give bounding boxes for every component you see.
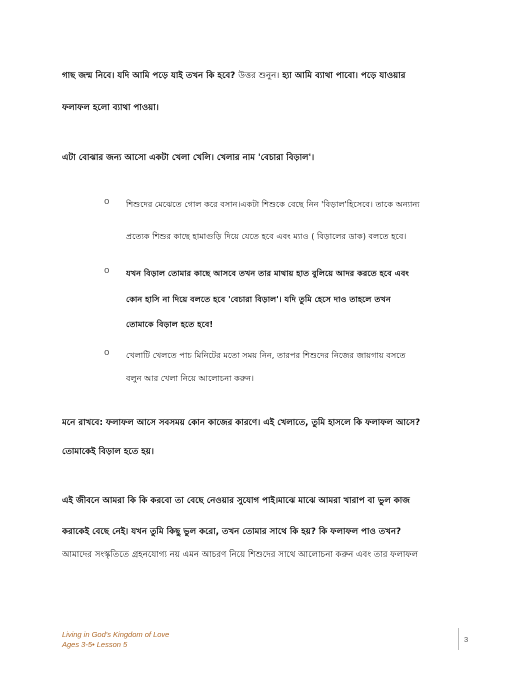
paragraph-3-line-1: মনে রাখবে: ফলাফল আসে সবসময় কোন কাজের কারণে। এই খেলাতে, তুমি হাসলে কি ফলাফল আসে?	[62, 418, 421, 428]
bullet-marker: o	[104, 197, 110, 207]
bullet-3-line-1: খেলাটি খেলতে পাচ মিনিটের মতো সময় নিন, তারপর শিশুদের নিজের জায়গায় বসতে	[126, 350, 406, 360]
bullet-3-line-2: বলুন আর খেলা নিয়ে আলোচনা করুন।	[126, 373, 254, 383]
paragraph-4-line-2: করাকেই বেছে নেই। যখন তুমি কিছু ভুল করো, তখন তোমার সাথে কি হয়? কি ফলাফল পাও তখন?	[62, 527, 402, 537]
footer-series-title: Living in God's Kingdom of Love	[62, 630, 170, 639]
text-span-light: উত্তর শুনুন।	[238, 71, 280, 81]
text-span: গাছ জন্ম নিবে। যদি আমি পড়ে যাই তখন কি হবে?	[62, 71, 236, 81]
paragraph-2: এটা বোঝার জন্য আসো একটা খেলা খেলি। খেলার নাম 'বেচারা বিড়াল'।	[62, 153, 315, 163]
footer-lesson-info	[62, 630, 169, 650]
footer-ages-lesson: Ages 3-5• Lesson 5	[62, 640, 128, 649]
paragraph-1-line-1	[62, 70, 472, 83]
bullet-2-line-1: যখন বিড়াল তোমার কাছে আসবে তখন তার মাথায় হাত বুলিয়ে আদর করতে হবে এবং	[126, 268, 409, 278]
text-span: হ্যা আমি ব্যাথা পাবো। পড়ে যাওয়ার	[282, 71, 406, 81]
bullet-marker: o	[104, 348, 110, 358]
paragraph-4-line-3: আমাদের সংস্কৃতিতে গ্রহনযোগ্য নয় এমন আচরণ নিয়ে শিশুদের সাথে আলোচনা করুন এবং তার ফলাফল	[62, 550, 419, 560]
page-number: 3	[464, 635, 469, 644]
bullet-marker: o	[104, 266, 110, 276]
paragraph-1-line-2: ফলাফল হলো ব্যাথা পাওয়া।	[62, 103, 159, 113]
paragraph-3-line-2: তোমাকেই বিড়াল হতে হয়।	[62, 447, 154, 457]
bullet-1-line-2: প্রত্যেক শিশুর কাছে হামাগুড়ি দিয়ে যেতে হবে এবং ম্যাও ( বিড়ালের ডাক) বলতে হবে।	[126, 231, 407, 241]
bullet-1-line-1: শিশুদের মেঝেতে গোল করে বসান।একটা শিশুকে বেছে নিন 'বিড়াল'হিসেবে। তাকে অন্যান্য	[126, 199, 420, 209]
bullet-2-line-2: কোন হাসি না দিয়ে বলতে হবে 'বেচারা বিড়াল'। যদি তুমি হেসে দাও তাহলে তখন	[126, 294, 391, 304]
bullet-2-line-3: তোমাকে বিড়াল হতে হবে!	[126, 319, 214, 329]
paragraph-4-line-1: এই জীবনে আমরা কি কি করবো তা বেছে নেওয়ার সুযোগ পাই।মাঝে মাঝে আমরা খারাপ বা ভুল কাজ	[62, 496, 410, 506]
footer-divider	[458, 628, 459, 650]
